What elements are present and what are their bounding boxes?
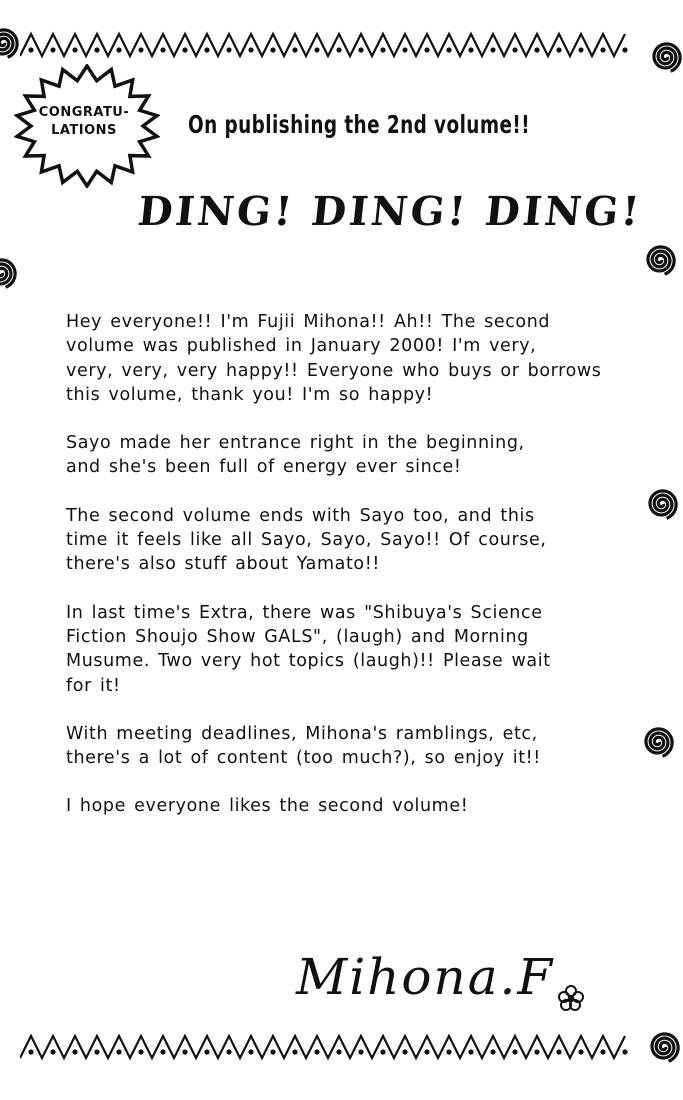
author-signature: Mihona.F — [296, 948, 555, 1006]
congratulations-label: CONGRATU- LATIONS — [38, 105, 130, 138]
top-zigzag-border — [20, 28, 630, 64]
bottom-zigzag-border — [20, 1030, 630, 1066]
flower-icon — [556, 984, 586, 1012]
message-body — [66, 310, 636, 843]
spiral-icon — [641, 725, 675, 759]
spiral-icon — [0, 256, 18, 290]
paragraph: With meeting deadlines, Mihona's ramblings, etc, there's a lot of content (too much?), so enjoy it!! — [66, 723, 541, 769]
paragraph: The second volume ends with Sayo too, and this time it feels like all Sayo, Sayo, Sayo!! Of course, there's also stuff about Yamato!! — [66, 505, 547, 575]
spiral-icon — [0, 26, 20, 60]
spiral-icon — [647, 1030, 681, 1064]
paragraph: In last time's Extra, there was "Shibuya's Science Fiction Shoujo Show GALS", (laugh) and Morning Musume. Two very hot topics (laugh)!! Please wait for it! — [66, 602, 551, 696]
paragraph: I hope everyone likes the second volume! — [66, 796, 469, 817]
spiral-icon — [645, 487, 679, 521]
paragraph: Sayo made her entrance right in the beginning, and she's been full of energy ever since! — [66, 433, 525, 478]
spiral-icon — [649, 40, 683, 74]
page-subtitle: On publishing the 2nd volume!! — [188, 110, 531, 139]
page-headline: DING! DING! DING! — [135, 188, 645, 235]
paragraph: Hey everyone!! I'm Fujii Mihona!! Ah!! The second volume was published in January 2000! I'm very, very, very, very happy!! Everyone who buys or borrows this volume, thank you! I'm so happy! — [66, 312, 602, 405]
spiral-icon — [643, 243, 677, 277]
